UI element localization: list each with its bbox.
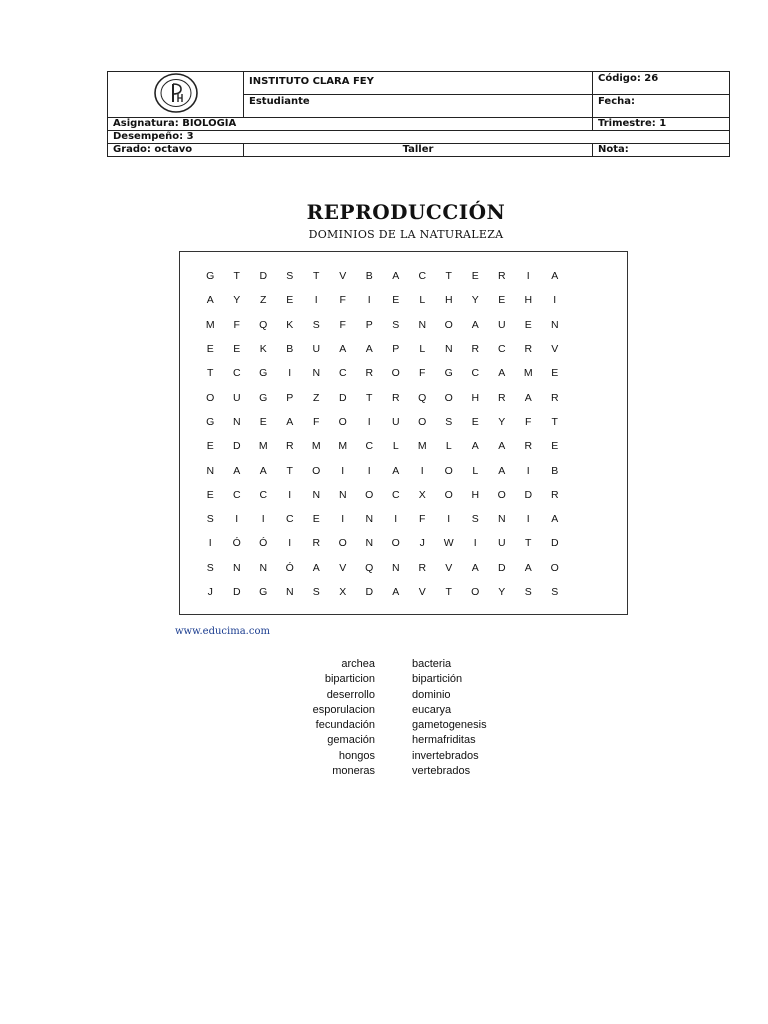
grid-letter[interactable]: D bbox=[524, 488, 533, 501]
grid-letter[interactable]: O bbox=[391, 537, 400, 550]
grid-letter[interactable]: G bbox=[259, 367, 268, 380]
page-title: REPRODUCCIÓN bbox=[306, 200, 506, 224]
grid-letter[interactable]: V bbox=[445, 561, 453, 574]
source-link[interactable]: www.educima.com bbox=[175, 626, 270, 637]
word-item: gemación bbox=[327, 734, 375, 747]
grid-letter[interactable]: O bbox=[497, 488, 506, 501]
grid-letter[interactable]: Y bbox=[233, 294, 241, 307]
grid-letter[interactable]: R bbox=[285, 440, 294, 453]
grid-letter[interactable]: A bbox=[392, 586, 400, 598]
grid-letter[interactable]: T bbox=[445, 270, 452, 283]
grid-letter[interactable]: W bbox=[443, 537, 454, 550]
grid-letter[interactable]: C bbox=[232, 488, 241, 501]
grid-letter[interactable]: D bbox=[497, 561, 506, 574]
grid-letter[interactable]: A bbox=[233, 464, 241, 477]
grid-letter[interactable]: I bbox=[208, 537, 212, 550]
grid-letter[interactable]: N bbox=[338, 488, 347, 501]
grid-letter[interactable]: N bbox=[497, 513, 506, 526]
grid-letter[interactable]: I bbox=[341, 513, 345, 526]
grid-letter[interactable]: R bbox=[471, 343, 480, 356]
grid-letter[interactable]: E bbox=[206, 488, 214, 501]
grid-letter[interactable]: R bbox=[524, 343, 533, 356]
grid-letter[interactable]: A bbox=[471, 561, 479, 574]
grid-letter[interactable]: X bbox=[339, 586, 347, 598]
grid-letter[interactable]: B bbox=[551, 464, 559, 477]
grid-letter[interactable]: Z bbox=[313, 391, 320, 404]
grid-letter[interactable]: O bbox=[444, 318, 453, 331]
grid-letter[interactable]: I bbox=[314, 294, 318, 307]
grid-letter[interactable]: T bbox=[445, 586, 452, 598]
grid-letter[interactable]: N bbox=[418, 318, 427, 331]
grid-letter[interactable]: E bbox=[392, 294, 400, 307]
grid-letter[interactable]: T bbox=[207, 367, 214, 380]
grid-letter[interactable]: I bbox=[473, 537, 477, 550]
grid-letter[interactable]: C bbox=[471, 367, 480, 380]
grid-letter[interactable]: E bbox=[286, 294, 294, 307]
grid-letter[interactable]: Ó bbox=[285, 561, 294, 574]
word-search-box bbox=[179, 251, 628, 615]
grid-row bbox=[197, 507, 568, 531]
grid-letter[interactable]: I bbox=[553, 294, 557, 307]
grid-letter[interactable]: D bbox=[232, 586, 241, 598]
grid-letter[interactable]: C bbox=[232, 367, 241, 380]
grid-letter[interactable]: V bbox=[339, 270, 347, 283]
grid-letter[interactable]: I bbox=[288, 537, 292, 550]
grid-letter[interactable]: G bbox=[206, 270, 215, 283]
grid-letter[interactable]: O bbox=[550, 561, 559, 574]
word-item: moneras bbox=[332, 765, 375, 778]
grid-letter[interactable]: E bbox=[206, 440, 214, 453]
grid-letter[interactable]: A bbox=[471, 318, 479, 331]
grid-letter[interactable]: R bbox=[391, 391, 400, 404]
grid-row bbox=[197, 434, 568, 458]
grid-letter[interactable]: S bbox=[524, 586, 532, 598]
grid-letter[interactable]: I bbox=[394, 513, 398, 526]
word-item: biparticion bbox=[324, 673, 375, 686]
grid-letter[interactable]: F bbox=[339, 318, 346, 331]
grid-letter[interactable]: A bbox=[498, 464, 506, 477]
grid-letter[interactable]: E bbox=[312, 513, 320, 526]
grid-letter[interactable]: F bbox=[419, 513, 426, 526]
grid-letter[interactable]: F bbox=[313, 415, 320, 428]
title-block bbox=[0, 200, 768, 241]
grid-letter[interactable]: O bbox=[418, 415, 427, 428]
grid-letter[interactable]: I bbox=[341, 464, 345, 477]
grid-letter[interactable]: O bbox=[471, 586, 480, 598]
grid-letter[interactable]: L bbox=[419, 343, 426, 356]
page-subtitle: DOMINIOS DE LA NATURALEZA bbox=[308, 228, 504, 241]
grid-letter[interactable]: C bbox=[418, 270, 427, 283]
school-seal-logo bbox=[153, 72, 199, 114]
asignatura-field: Asignatura: BIOLOGÍA bbox=[108, 118, 593, 131]
grid-letter[interactable]: M bbox=[205, 318, 215, 331]
grid-letter[interactable]: S bbox=[312, 318, 320, 331]
grid-letter[interactable]: F bbox=[339, 294, 346, 307]
word-item: invertebrados bbox=[412, 749, 479, 762]
word-item: hongos bbox=[338, 749, 375, 762]
grid-letter[interactable]: Q bbox=[365, 561, 374, 574]
grid-letter[interactable]: U bbox=[391, 415, 400, 428]
grid-row bbox=[197, 337, 568, 361]
grid-letter[interactable]: O bbox=[365, 488, 374, 501]
grid-letter[interactable]: U bbox=[497, 318, 506, 331]
grid-letter[interactable]: N bbox=[285, 586, 294, 598]
grid-letter[interactable]: K bbox=[259, 343, 267, 356]
grid-letter[interactable]: O bbox=[391, 367, 400, 380]
nota-field[interactable]: Nota: bbox=[593, 144, 730, 157]
grid-letter[interactable]: E bbox=[233, 343, 241, 356]
word-item: archea bbox=[341, 658, 375, 670]
grid-letter[interactable]: I bbox=[420, 464, 424, 477]
grid-letter[interactable]: B bbox=[365, 270, 373, 283]
grid-row bbox=[197, 580, 568, 604]
grid-letter[interactable]: I bbox=[447, 513, 451, 526]
grid-letter[interactable]: T bbox=[551, 415, 558, 428]
grid-letter[interactable]: O bbox=[444, 488, 453, 501]
word-search-grid bbox=[197, 264, 568, 604]
grid-letter[interactable]: I bbox=[526, 513, 530, 526]
grid-row bbox=[197, 458, 568, 482]
grid-letter[interactable]: I bbox=[526, 270, 530, 283]
grid-letter[interactable]: O bbox=[338, 537, 347, 550]
grid-letter[interactable]: R bbox=[312, 537, 321, 550]
grid-letter[interactable]: N bbox=[259, 561, 268, 574]
grid-letter[interactable]: R bbox=[524, 440, 533, 453]
school-logo-cell bbox=[108, 72, 244, 118]
grid-letter[interactable]: R bbox=[418, 561, 427, 574]
grid-row bbox=[197, 385, 568, 409]
grid-letter[interactable]: E bbox=[524, 318, 532, 331]
grid-letter[interactable]: N bbox=[312, 488, 321, 501]
grid-row bbox=[197, 410, 568, 434]
grid-letter[interactable]: S bbox=[312, 586, 320, 598]
grid-letter[interactable]: T bbox=[286, 464, 293, 477]
grid-letter[interactable]: S bbox=[445, 415, 453, 428]
grid-letter[interactable]: P bbox=[286, 391, 294, 404]
word-list-right bbox=[412, 657, 487, 779]
word-item: gametogenesis bbox=[412, 719, 487, 732]
grid-letter[interactable]: A bbox=[259, 464, 267, 477]
grid-letter[interactable]: V bbox=[339, 561, 347, 574]
grid-letter[interactable]: E bbox=[259, 415, 267, 428]
desempeno-field: Desempeño: 3 bbox=[108, 131, 730, 144]
grid-letter[interactable]: S bbox=[286, 270, 294, 283]
grid-letter[interactable]: M bbox=[258, 440, 268, 453]
grid-letter[interactable]: I bbox=[288, 488, 292, 501]
grid-letter[interactable]: O bbox=[444, 464, 453, 477]
grid-letter[interactable]: M bbox=[523, 367, 533, 380]
grid-letter[interactable]: F bbox=[233, 318, 240, 331]
grid-letter[interactable]: C bbox=[338, 367, 347, 380]
grid-letter[interactable]: Y bbox=[498, 415, 506, 428]
grid-letter[interactable]: H bbox=[524, 294, 533, 307]
grid-letter[interactable]: N bbox=[365, 513, 374, 526]
fecha-field[interactable]: Fecha: bbox=[593, 95, 730, 118]
grid-row bbox=[197, 483, 568, 507]
grid-letter[interactable]: A bbox=[551, 513, 559, 526]
grid-letter[interactable]: A bbox=[471, 440, 479, 453]
grid-letter[interactable]: P bbox=[392, 343, 400, 356]
grid-letter[interactable]: C bbox=[285, 513, 294, 526]
grid-letter[interactable]: M bbox=[311, 440, 321, 453]
word-item: esporulacion bbox=[312, 703, 375, 716]
word-item: hermafriditas bbox=[412, 734, 476, 747]
header-table bbox=[107, 71, 730, 157]
grid-letter[interactable]: N bbox=[391, 561, 400, 574]
grid-letter[interactable]: O bbox=[206, 391, 215, 404]
grid-letter[interactable]: C bbox=[365, 440, 374, 453]
grid-letter[interactable]: D bbox=[232, 440, 241, 453]
grid-row bbox=[197, 361, 568, 385]
grid-letter[interactable]: A bbox=[524, 561, 532, 574]
grid-letter[interactable]: I bbox=[367, 415, 371, 428]
grid-letter[interactable]: O bbox=[444, 391, 453, 404]
grid-letter[interactable]: D bbox=[365, 586, 374, 598]
grid-letter[interactable]: E bbox=[551, 367, 559, 380]
word-item: bipartición bbox=[412, 673, 463, 686]
word-item: vertebrados bbox=[412, 765, 471, 778]
grid-letter[interactable]: I bbox=[526, 464, 530, 477]
grid-letter[interactable]: A bbox=[206, 294, 214, 307]
grid-letter[interactable]: J bbox=[207, 586, 213, 598]
grid-letter[interactable]: O bbox=[312, 464, 321, 477]
grid-letter[interactable]: S bbox=[471, 513, 479, 526]
grid-letter[interactable]: I bbox=[367, 464, 371, 477]
grid-letter[interactable]: Y bbox=[498, 586, 506, 598]
word-list-left bbox=[313, 657, 375, 779]
grid-letter[interactable]: M bbox=[338, 440, 348, 453]
trimestre-field: Trimestre: 1 bbox=[593, 118, 730, 131]
grid-letter[interactable]: E bbox=[551, 440, 559, 453]
estudiante-field[interactable]: Estudiante bbox=[244, 95, 593, 118]
grid-letter[interactable]: G bbox=[259, 391, 268, 404]
grid-letter[interactable]: A bbox=[312, 561, 320, 574]
grid-letter[interactable]: N bbox=[444, 343, 453, 356]
grid-row bbox=[197, 288, 568, 312]
grid-letter[interactable]: A bbox=[498, 440, 506, 453]
grid-letter[interactable]: Ó bbox=[259, 537, 268, 550]
grid-letter[interactable]: M bbox=[417, 440, 427, 453]
taller-label: Taller bbox=[244, 144, 593, 157]
word-item: eucarya bbox=[412, 703, 452, 716]
grid-letter[interactable]: N bbox=[365, 537, 374, 550]
grid-letter[interactable]: U bbox=[497, 537, 506, 550]
grid-letter[interactable]: O bbox=[338, 415, 347, 428]
grid-letter[interactable]: A bbox=[551, 270, 559, 283]
grid-letter[interactable]: V bbox=[418, 586, 426, 598]
codigo-field: Código: 26 bbox=[593, 72, 730, 95]
grid-letter[interactable]: T bbox=[366, 391, 373, 404]
grid-letter[interactable]: A bbox=[392, 464, 400, 477]
grid-letter[interactable]: S bbox=[206, 561, 214, 574]
grid-row bbox=[197, 556, 568, 580]
grid-letter[interactable]: X bbox=[418, 488, 426, 501]
grid-letter[interactable]: A bbox=[286, 415, 294, 428]
grid-letter[interactable]: B bbox=[286, 343, 294, 356]
grid-letter[interactable]: Ó bbox=[232, 537, 241, 550]
grid-letter[interactable]: A bbox=[392, 270, 400, 283]
grid-letter[interactable]: A bbox=[339, 343, 347, 356]
grid-letter[interactable]: T bbox=[525, 537, 532, 550]
grid-letter[interactable]: N bbox=[550, 318, 559, 331]
grid-letter[interactable]: G bbox=[259, 586, 268, 598]
grid-letter[interactable]: Y bbox=[471, 294, 479, 307]
grid-letter[interactable]: Q bbox=[418, 391, 427, 404]
grid-letter[interactable]: T bbox=[313, 270, 320, 283]
grid-letter[interactable]: R bbox=[550, 488, 559, 501]
grid-letter[interactable]: N bbox=[312, 367, 321, 380]
grid-letter[interactable]: C bbox=[497, 343, 506, 356]
grid-letter[interactable]: S bbox=[392, 318, 400, 331]
grid-letter[interactable]: F bbox=[419, 367, 426, 380]
grid-letter[interactable]: Z bbox=[260, 294, 267, 307]
grado-field: Grado: octavo bbox=[108, 144, 244, 157]
grid-row bbox=[197, 264, 568, 288]
grid-letter[interactable]: A bbox=[498, 367, 506, 380]
grid-letter[interactable]: G bbox=[206, 415, 215, 428]
grid-letter[interactable]: D bbox=[338, 391, 347, 404]
grid-row bbox=[197, 313, 568, 337]
word-item: fecundación bbox=[315, 719, 375, 732]
grid-letter[interactable]: A bbox=[365, 343, 373, 356]
grid-letter[interactable]: N bbox=[232, 561, 241, 574]
grid-letter[interactable]: P bbox=[365, 318, 373, 331]
grid-letter[interactable]: L bbox=[445, 440, 452, 453]
grid-letter[interactable]: C bbox=[259, 488, 268, 501]
grid-letter[interactable]: S bbox=[551, 586, 559, 598]
word-item: deserrollo bbox=[326, 688, 375, 701]
grid-letter[interactable]: H bbox=[471, 488, 480, 501]
grid-letter[interactable]: T bbox=[233, 270, 240, 283]
grid-letter[interactable]: S bbox=[206, 513, 214, 526]
word-item: dominio bbox=[412, 688, 451, 701]
grid-letter[interactable]: U bbox=[232, 391, 241, 404]
grid-letter[interactable]: V bbox=[551, 343, 559, 356]
grid-letter[interactable]: R bbox=[497, 391, 506, 404]
grid-letter[interactable]: R bbox=[365, 367, 374, 380]
grid-letter[interactable]: Q bbox=[259, 318, 268, 331]
grid-letter[interactable]: E bbox=[498, 294, 506, 307]
grid-letter[interactable]: E bbox=[471, 270, 479, 283]
grid-letter[interactable]: D bbox=[259, 270, 268, 283]
grid-letter[interactable]: J bbox=[419, 537, 425, 550]
word-item: bacteria bbox=[412, 658, 452, 670]
grid-letter[interactable]: R bbox=[550, 391, 559, 404]
grid-letter[interactable]: G bbox=[444, 367, 453, 380]
grid-row bbox=[197, 531, 568, 555]
grid-letter[interactable]: I bbox=[235, 513, 239, 526]
grid-letter[interactable]: E bbox=[471, 415, 479, 428]
grid-letter[interactable]: N bbox=[232, 415, 241, 428]
grid-letter[interactable]: L bbox=[472, 464, 479, 477]
grid-letter[interactable]: U bbox=[312, 343, 321, 356]
grid-letter[interactable]: E bbox=[206, 343, 214, 356]
grid-letter[interactable]: L bbox=[419, 294, 426, 307]
grid-letter[interactable]: I bbox=[367, 294, 371, 307]
grid-letter[interactable]: H bbox=[444, 294, 453, 307]
grid-letter[interactable]: N bbox=[206, 464, 215, 477]
grid-letter[interactable]: I bbox=[261, 513, 265, 526]
grid-letter[interactable]: C bbox=[391, 488, 400, 501]
grid-letter[interactable]: A bbox=[524, 391, 532, 404]
grid-letter[interactable]: H bbox=[471, 391, 480, 404]
institution-name: INSTITUTO CLARA FEY bbox=[244, 72, 593, 95]
grid-letter[interactable]: L bbox=[392, 440, 399, 453]
grid-letter[interactable]: F bbox=[525, 415, 532, 428]
grid-letter[interactable]: K bbox=[286, 318, 294, 331]
grid-letter[interactable]: R bbox=[497, 270, 506, 283]
grid-letter[interactable]: I bbox=[288, 367, 292, 380]
grid-letter[interactable]: D bbox=[550, 537, 559, 550]
